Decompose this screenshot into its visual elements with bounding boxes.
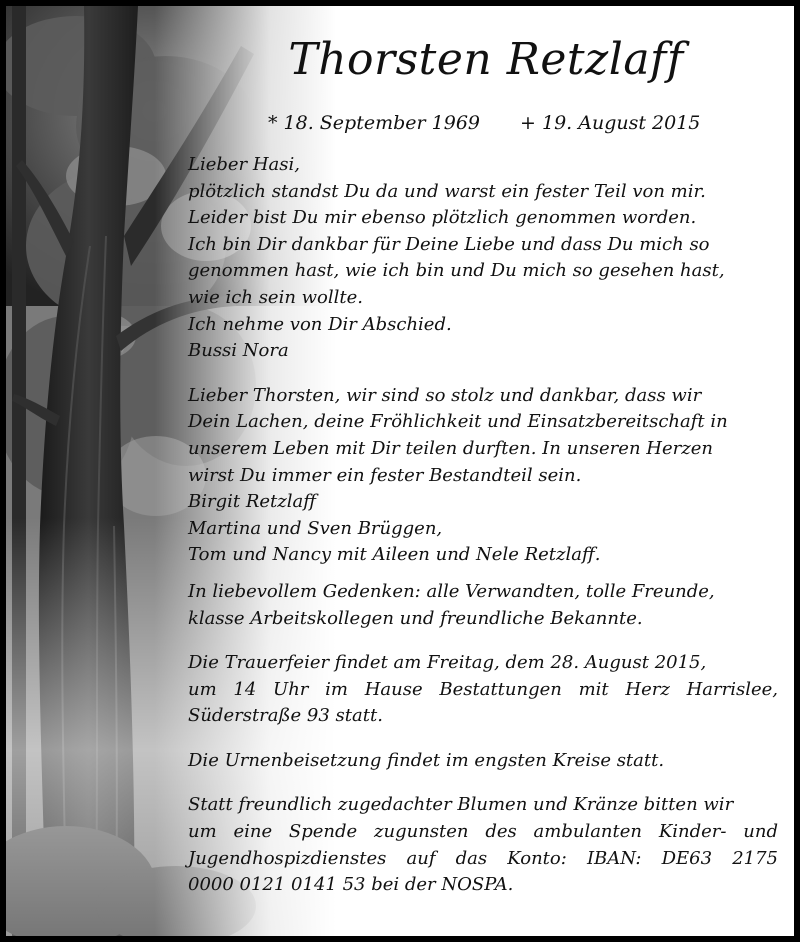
text-line: plötzlich standst Du da und warst ein fester Teil von mir.	[188, 180, 706, 202]
donation-info	[188, 792, 778, 898]
remembrance	[188, 579, 778, 632]
birth-date: * 18. September 1969	[268, 112, 480, 134]
text-line: um eine Spende zugunsten des ambulanten Kinder- und	[188, 821, 778, 843]
text-line: Dein Lachen, deine Fröhlichkeit und Einsatzbereitschaft in	[188, 411, 728, 433]
text-line: Lieber Hasi,	[188, 154, 301, 175]
letter-nora	[188, 152, 778, 365]
text-line: In liebevollem Gedenken: alle Verwandten, tolle Freunde,	[188, 580, 715, 602]
text-line: Süderstraße 93 statt.	[188, 705, 383, 727]
spacer	[188, 774, 778, 792]
spacer	[188, 569, 778, 579]
funeral-info	[188, 650, 778, 730]
death-date: + 19. August 2015	[520, 112, 701, 134]
text-line: unserem Leben mit Dir teilen durften. In unseren Herzen	[188, 437, 713, 459]
text-line: Ich nehme von Dir Abschied.	[188, 313, 452, 335]
obituary-body	[188, 152, 778, 899]
text-line: Die Trauerfeier findet am Freitag, dem 28. August 2015,	[188, 652, 707, 674]
obituary-content	[6, 6, 794, 936]
text-line: klasse Arbeitskollegen und freundliche Bekannte.	[188, 607, 643, 629]
text-line: Statt freundlich zugedachter Blumen und Kränze bitten wir	[188, 794, 734, 816]
deceased-name: Thorsten Retzlaff	[288, 34, 684, 85]
text-line: Die Urnenbeisetzung findet im engsten Kreise statt.	[188, 749, 665, 771]
life-dates	[268, 110, 718, 136]
signature-line: Birgit Retzlaff	[188, 491, 316, 513]
signature-line: Tom und Nancy mit Aileen und Nele Retzlaff.	[188, 544, 601, 566]
text-line: Ich bin Dir dankbar für Deine Liebe und dass Du mich so	[188, 233, 710, 255]
spacer	[188, 730, 778, 748]
urn-burial-info	[188, 748, 778, 775]
spacer	[188, 632, 778, 650]
text-line: genommen hast, wie ich bin und Du mich so gesehen hast,	[188, 260, 725, 282]
letter-family	[188, 383, 778, 569]
spacer	[188, 365, 778, 383]
text-line: 0000 0121 0141 53 bei der NOSPA.	[188, 874, 514, 896]
text-line: Lieber Thorsten, wir sind so stolz und dankbar, dass wir	[188, 384, 702, 406]
text-line: wirst Du immer ein fester Bestandteil sein.	[188, 464, 582, 486]
text-line: wie ich sein wollte.	[188, 286, 364, 308]
text-line: Leider bist Du mir ebenso plötzlich genommen worden.	[188, 207, 697, 229]
signature-line: Martina und Sven Brüggen,	[188, 517, 443, 539]
text-line: um 14 Uhr im Hause Bestattungen mit Herz Harrislee,	[188, 678, 778, 700]
signature-nora: Bussi Nora	[188, 340, 289, 362]
text-line: Jugendhospizdienstes auf das Konto: IBAN: DE63 2175	[188, 847, 778, 869]
